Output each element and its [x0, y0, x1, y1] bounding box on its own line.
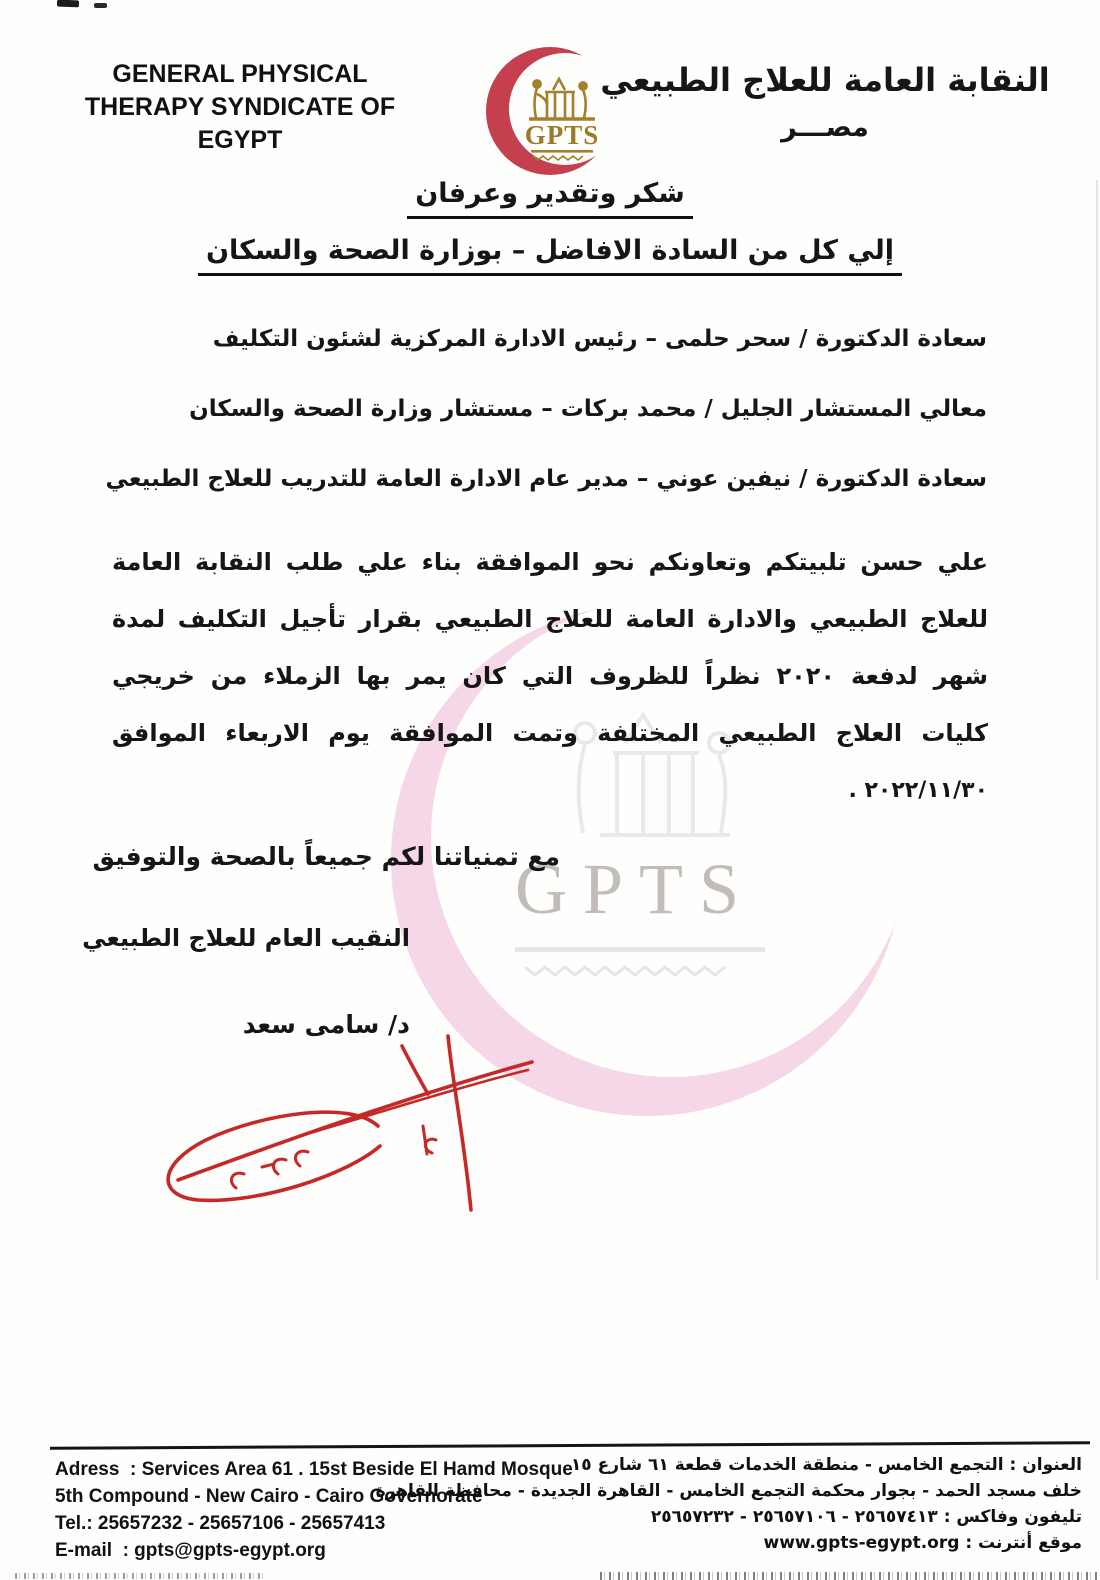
scan-artifact — [600, 1572, 1098, 1580]
scan-artifact — [1096, 180, 1098, 1280]
body-line: علي حسن تلبيتكم وتعاونكم نحو الموافقة بناء علي طلب النقابة العامة — [112, 548, 988, 576]
body-line: كليات العلاج الطبيعي المختلفة وتمت الموافقة يوم الاربعاء الموافق — [112, 719, 988, 747]
footer-divider — [50, 1441, 1090, 1449]
body-line: شهر لدفعة ٢٠٢٠ نظراً للظروف التي كان يمر بها الزملاء من خريجي — [112, 662, 989, 690]
addressee-line: سعادة الدكتورة / سحر حلمى – رئيس الادارة المركزية لشئون التكليف — [212, 326, 987, 352]
footer-phone-ar: تليفون وفاكس : ٢٥٦٥٧٤١٣ - ٢٥٦٥٧١٠٦ - ٢٥٦٥٧٢٣٢ — [650, 1507, 1082, 1527]
footer-address2-ar: خلف مسجد الحمد - بجوار محكمة التجمع الخامس - القاهرة الجديدة - محافظة القاهرة — [375, 1481, 1082, 1501]
footer-address2-en: 5th Compound - New Cairo - Cairo Governorate — [55, 1486, 483, 1507]
approval-date: ٢٠٢٢/١١/٣٠ . — [848, 778, 988, 803]
signature-scribble — [140, 1028, 540, 1218]
scan-artifact — [57, 0, 79, 7]
footer-email-en: E-mail : gpts@gpts-egypt.org — [55, 1540, 326, 1561]
letter-titles — [0, 178, 1100, 292]
scan-artifact — [15, 1573, 265, 1579]
footer-phone-en: Tel.: 25657232 - 25657106 - 25657413 — [55, 1513, 386, 1534]
watermark-acronym: GPTS — [514, 849, 756, 929]
body-paragraph — [112, 534, 988, 819]
addressee-line: سعادة الدكتورة / نيفين عوني – مدير عام الادارة العامة للتدريب للعلاج الطبيعي — [105, 466, 987, 492]
footer-website-ar: موقع أنترنت : www.gpts-egypt.org — [763, 1533, 1082, 1553]
footer-address-en: Adress : Services Area 61 . 15st Beside El Hamd Mosque — [55, 1459, 573, 1480]
closing-line: مع تمنياتنا لكم جميعاً بالصحة والتوفيق — [92, 842, 560, 871]
org-name-arabic: النقابة العامة للعلاج الطبيعي — [600, 61, 1050, 99]
letter-title: شكر وتقدير وعرفان — [407, 178, 693, 219]
scan-artifact — [94, 3, 107, 8]
footer-address-ar: العنوان : التجمع الخامس - منطقة الخدمات قطعة ٦١ شارع ١٥ — [570, 1455, 1082, 1475]
org-name-arabic-block — [565, 50, 1085, 146]
letter-subtitle: إلي كل من السادة الافاضل – بوزارة الصحة والسكان — [198, 235, 902, 276]
body-line: للعلاج الطبيعي والادارة العامة للعلاج الطبيعي بقرار تأجيل التكليف لمدة — [112, 605, 988, 633]
logo-acronym: GPTS — [524, 120, 600, 150]
footer-arabic — [376, 1452, 1082, 1556]
signatory-name: د/ سامى سعد — [242, 1010, 410, 1039]
signatory-title: النقيب العام للعلاج الطبيعي — [82, 924, 410, 952]
org-name-english: GENERAL PHYSICAL THERAPY SYNDICATE OF EGYPT — [84, 60, 396, 154]
addressee-line: معالي المستشار الجليل / محمد بركات – مستشار وزارة الصحة والسكان — [189, 396, 987, 422]
org-country-arabic: مصـــر — [781, 112, 869, 143]
